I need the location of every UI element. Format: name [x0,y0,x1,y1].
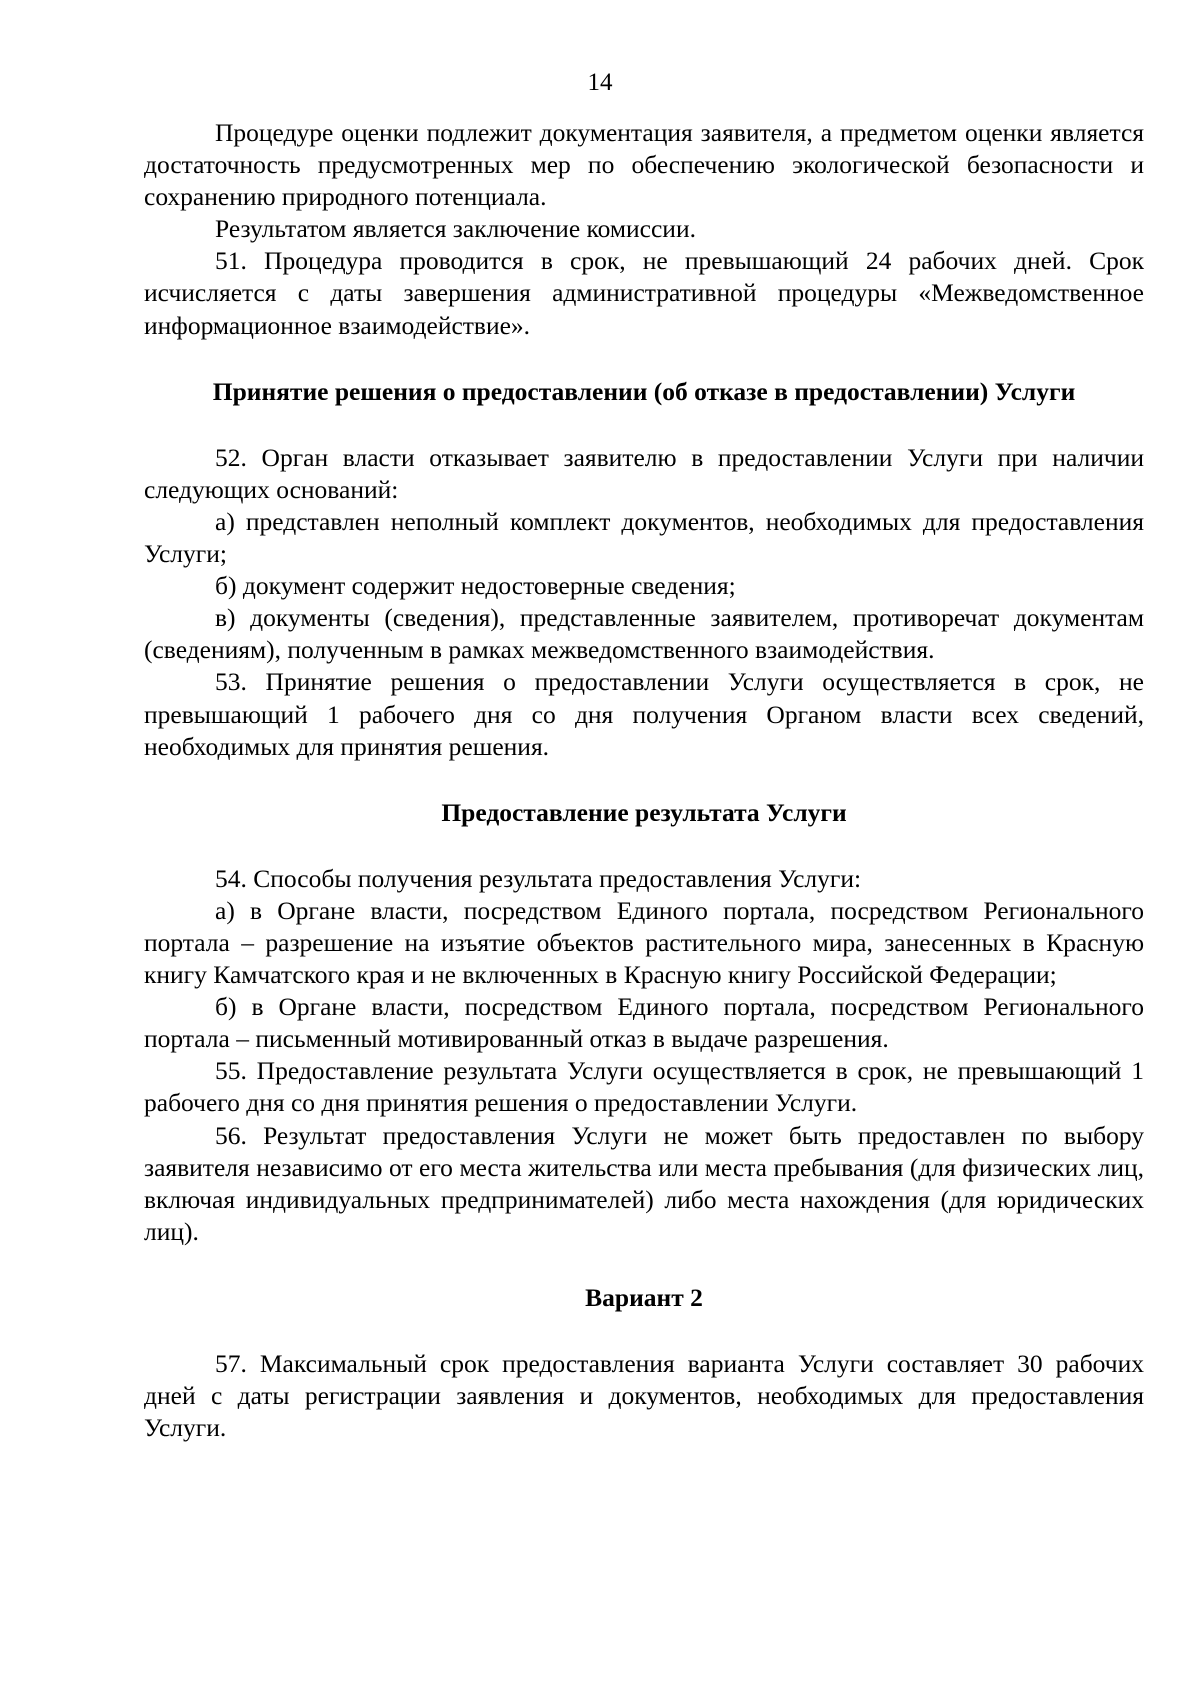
paragraph-evaluation-result: Результатом является заключение комиссии. [215,214,696,244]
paragraph-54-item-b: б) в Органе власти, посредством Единого портала, посредством Регионального портала – письменный мотивированный отказ в выдаче разрешения. [144,992,1144,1054]
paragraph-54-item-a: а) в Органе власти, посредством Единого портала, посредством Регионального портала – разрешение на изъятие объектов растительного мира, занесенных в Красную книгу Камчатского края и не включенных в Красную книгу Российской Федерации; [144,895,1144,990]
section-heading-variant-2: Вариант 2 [585,1282,703,1312]
paragraph-52-item-a: а) представлен неполный комплект документов, необходимых для предоставления Услуги; [144,506,1144,569]
paragraph-51: 51. Процедура проводится в срок, не превышающий 24 рабочих дней. Срок исчисляется с даты завершения административной процедуры «Межведомственное информационное взаимодействие». [144,246,1144,340]
page-number: 14 [587,69,613,96]
paragraph-56: 56. Результат предоставления Услуги не может быть предоставлен по выбору заявителя независимо от его места жительства или места пребывания (для физических лиц, включая индивидуальных предпринимателей) либо места нахождения (для юридических лиц). [144,1120,1144,1246]
paragraph-53: 53. Принятие решения о предоставлении Услуги осуществляется в срок, не превышающий 1 рабочего дня со дня получения Органом власти всех сведений, необходимых для принятия решения. [144,667,1144,761]
paragraph-52-item-c: в) документы (сведения), представленные заявителем, противоречат документам (сведениям), полученным в рамках межведомственного взаимодействия. [144,603,1144,665]
paragraph-52-item-b: б) документ содержит недостоверные сведения; [215,571,736,601]
paragraph-evaluation-subject: Процедуре оценки подлежит документация заявителя, а предметом оценки является достаточность предусмотренных мер по обеспечению экологической безопасности и сохранению природного потенциала. [144,118,1144,212]
paragraph-55: 55. Предоставление результата Услуги осуществляется в срок, не превышающий 1 рабочего дня со дня принятия решения о предоставлении Услуги. [144,1056,1144,1118]
paragraph-54: 54. Способы получения результата предоставления Услуги: [215,863,862,893]
section-heading-decision: Принятие решения о предоставлении (об отказе в предоставлении) Услуги [212,376,1076,406]
paragraph-57: 57. Максимальный срок предоставления варианта Услуги составляет 30 рабочих дней с даты регистрации заявления и документов, необходимых для предоставления Услуги. [144,1349,1144,1443]
section-heading-result: Предоставление результата Услуги [441,797,847,827]
paragraph-52: 52. Орган власти отказывает заявителю в предоставлении Услуги при наличии следующих оснований: [144,442,1144,504]
document-body [144,117,1144,1444]
